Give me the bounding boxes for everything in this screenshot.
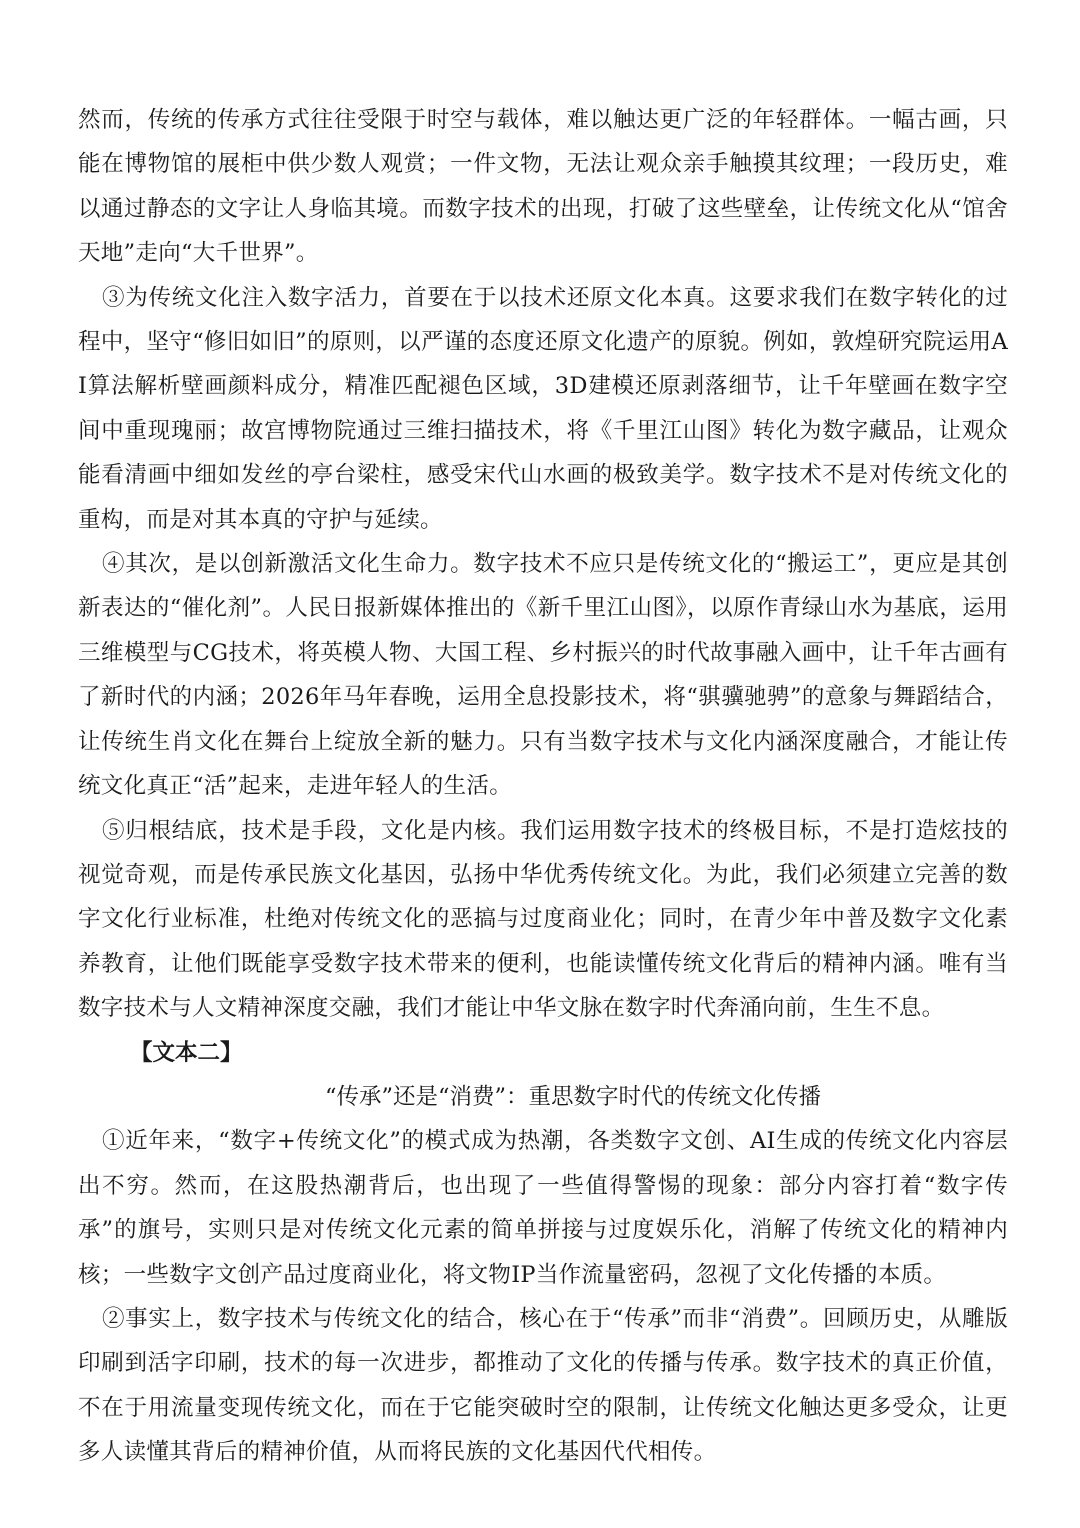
document-page [78, 98, 1008, 1475]
section-label-text-two: 【文本二】 [130, 1039, 243, 1066]
paragraph-4: ④其次，是以创新激活文化生命力。数字技术不应只是传统文化的“搬运工”，更应是其创新表达的“催化剂”。人民日报新媒体推出的《新千里江山图》，以原作青绿山水为基底，运用三维模型与CG技术，将英模人物、大国工程、乡村振兴的时代故事融入画中，让千年古画有了新时代的内涵；2026年马年春晚，运用全息投影技术，将“骐骥驰骋”的意象与舞蹈结合，让传统生肖文化在舞台上绽放全新的魅力。只有当数字技术与文化内涵深度融合，才能让传统文化真正“活”起来，走进年轻人的生活。 [78, 551, 1008, 800]
paragraph-5: ⑤归根结底，技术是手段，文化是内核。我们运用数字技术的终极目标，不是打造炫技的视觉奇观，而是传承民族文化基因，弘扬中华优秀传统文化。为此，我们必须建立完善的数字文化行业标准，杜绝对传统文化的恶搞与过度商业化；同时，在青少年中普及数字文化素养教育，让他们既能享受数字技术带来的便利，也能读懂传统文化背后的精神内涵。唯有当数字技术与人文精神深度交融，我们才能让中华文脉在数字时代奔涌向前，生生不息。 [78, 817, 1008, 1022]
text-two-paragraph-2: ②事实上，数字技术与传统文化的结合，核心在于“传承”而非“消费”。回顾历史，从雕版印刷到活字印刷，技术的每一次进步，都推动了文化的传播与传承。数字技术的真正价值，不在于用流量变现传统文化，而在于它能突破时空的限制，让传统文化触达更多受众，让更多人读懂其背后的精神价值，从而将民族的文化基因代代相传。 [78, 1305, 1008, 1466]
paragraph-intro: 然而，传统的传承方式往往受限于时空与载体，难以触达更广泛的年轻群体。一幅古画，只能在博物馆的展柜中供少数人观赏；一件文物，无法让观众亲手触摸其纹理；一段历史，难以通过静态的文字让人身临其境。而数字技术的出现，打破了这些壁垒，让传统文化从“馆舍天地”走向“大千世界”。 [78, 107, 1008, 267]
article-title: “传承”还是“消费”：重思数字时代的传统文化传播 [324, 1083, 821, 1110]
text-two-paragraph-1: ①近年来，“数字+传统文化”的模式成为热潮，各类数字文创、AI生成的传统文化内容层出不穷。然而，在这股热潮背后，也出现了一些值得警惕的现象：部分内容打着“数字传承”的旗号，实则只是对传统文化元素的简单拼接与过度娱乐化，消解了传统文化的精神内核；一些数字文创产品过度商业化，将文物IP当作流量密码，忽视了文化传播的本质。 [78, 1128, 1008, 1288]
paragraph-3: ③为传统文化注入数字活力，首要在于以技术还原文化本真。这要求我们在数字转化的过程中，坚守“修旧如旧”的原则，以严谨的态度还原文化遗产的原貌。例如，敦煌研究院运用AI算法解析壁画颜料成分，精准匹配褪色区域，3D建模还原剥落细节，让千年壁画在数字空间中重现瑰丽；故宫博物院通过三维扫描技术，将《千里江山图》转化为数字藏品，让观众能看清画中细如发丝的亭台梁柱，感受宋代山水画的极致美学。数字技术不是对传统文化的重构，而是对其本真的守护与延续。 [78, 284, 1008, 533]
